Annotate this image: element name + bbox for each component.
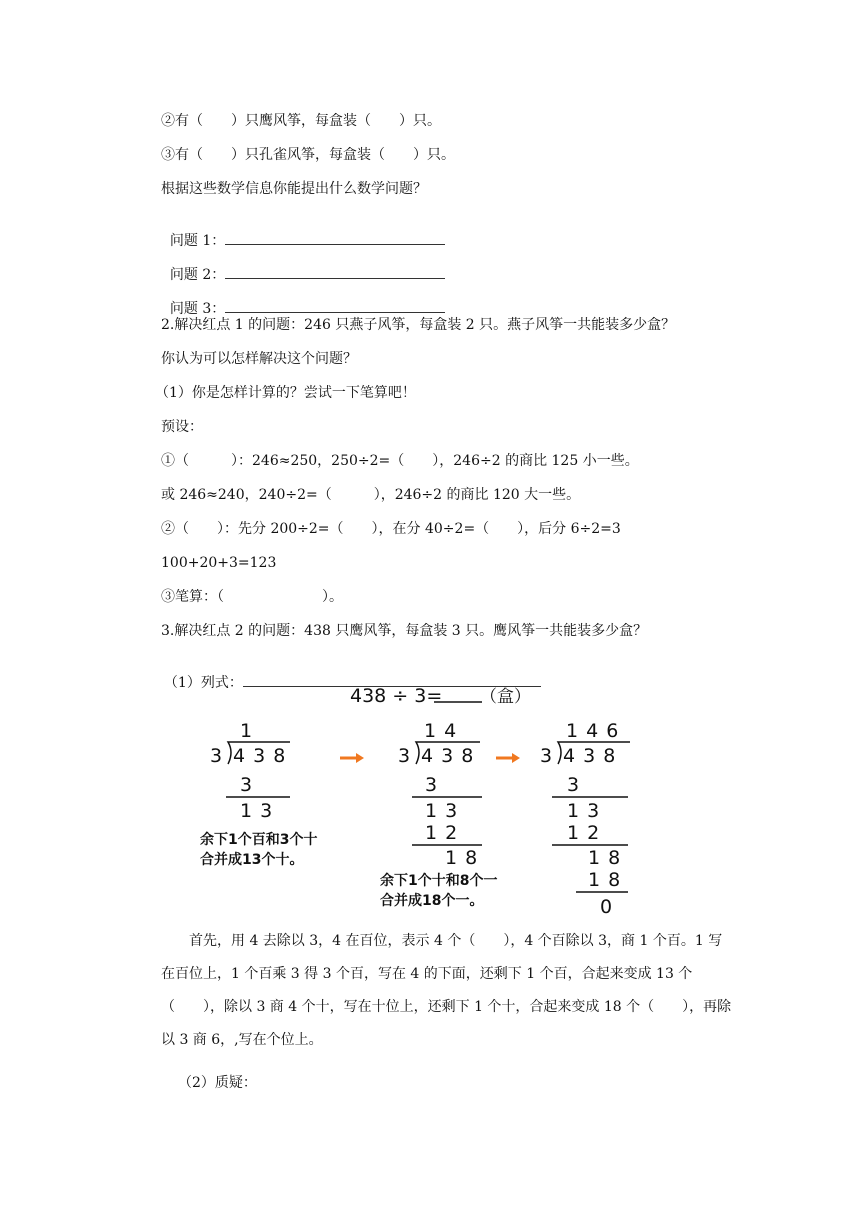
step2-dividend: 4 3 8 xyxy=(421,745,475,767)
section-2-sub1: （1）你是怎样计算的？尝试一下笔算吧！ xyxy=(155,385,416,401)
section-3-sub2: （2）质疑： xyxy=(178,1075,257,1091)
section-2-question: 你认为可以怎样解决这个问题？ xyxy=(161,351,357,367)
step2-divisor: 3 xyxy=(398,745,412,767)
step2-rem2: 1 8 xyxy=(445,847,479,869)
step3-sub1: 3 xyxy=(567,774,581,796)
step3-rem1: 1 3 xyxy=(567,800,601,822)
step3-sub2: 1 2 xyxy=(567,822,601,844)
division-step-2 xyxy=(380,720,497,909)
step3-dividend: 4 3 8 xyxy=(563,745,617,767)
diagram-title-equation: 438 ÷ 3= xyxy=(350,685,443,707)
step3-divisor: 3 xyxy=(540,745,554,767)
step2-quotient: 1 4 xyxy=(424,720,458,742)
arrow-icon xyxy=(496,753,520,763)
preset-1: ①（ ）：246≈250，250÷2=（ ），246÷2 的商比 125 小一些。 xyxy=(161,453,639,469)
step1-note-2: 合并成13个十。 xyxy=(200,852,304,868)
step1-quotient: 1 xyxy=(240,720,254,742)
prompt-line: 根据这些数学信息你能提出什么数学问题？ xyxy=(161,181,427,197)
kite-peacock-line: ③有（ ）只孔雀风筝，每盒装（ ）只。 xyxy=(161,147,455,163)
question-3-blank[interactable] xyxy=(225,300,445,313)
step3-rem3: 0 xyxy=(600,896,614,918)
step2-sub2: 1 2 xyxy=(425,822,459,844)
step2-sub1: 3 xyxy=(425,774,439,796)
step1-sub1: 3 xyxy=(240,774,254,796)
question-2 xyxy=(161,248,445,284)
question-3-label: 问题 3： xyxy=(169,301,226,317)
step3-quotient: 1 4 6 xyxy=(566,720,620,742)
long-division-diagram xyxy=(190,680,650,920)
step3-rem2: 1 8 xyxy=(588,847,622,869)
explanation-paragraph: 首先，用 4 去除以 3，4 在百位，表示 4 个（ ），4 个百除以 3，商 1 个百。1 写在百位上，1 个百乘 3 得 3 个百，写在 4 的下面，还剩下 1 个百，合起来变成 13 个（ ），除以 3 商 4 个十，写在十位上，还剩下 1 个十，合起来变成 18 个（ ），再除以 3 商 6，,写在个位上。 xyxy=(161,933,732,1048)
question-1-blank[interactable] xyxy=(225,232,445,245)
preset-2: ②（ ）：先分 200÷2=（ ），在分 40÷2=（ ），后分 6÷2=3 xyxy=(161,521,621,537)
diagram-title-unit: （盒） xyxy=(480,687,531,707)
question-3 xyxy=(161,282,445,318)
question-1-label: 问题 1： xyxy=(169,233,226,249)
division-step-1 xyxy=(200,720,317,868)
formula-label: （1）列式： xyxy=(163,675,243,691)
question-2-label: 问题 2： xyxy=(169,267,226,283)
step2-note-1: 余下1个十和8个一 xyxy=(380,873,498,889)
question-2-blank[interactable] xyxy=(225,266,445,279)
division-step-3 xyxy=(540,720,630,918)
preset-3: ③笔算：（ ）。 xyxy=(161,589,343,605)
step1-divisor: 3 xyxy=(210,745,224,767)
step1-dividend: 4 3 8 xyxy=(233,745,287,767)
section-2-title: 2.解决红点 1 的问题：246 只燕子风筝，每盒装 2 只。燕子风筝一共能装多少盒？ xyxy=(161,317,676,333)
step1-note-1: 余下1个百和3个十 xyxy=(200,832,318,848)
step2-note-2: 合并成18个一。 xyxy=(380,893,484,909)
preset-2-result: 100+20+3=123 xyxy=(161,555,277,571)
arrow-icon xyxy=(340,753,364,763)
section-3-title: 3.解决红点 2 的问题：438 只鹰风筝，每盒装 3 只。鹰风筝一共能装多少盒？ xyxy=(161,623,648,639)
step3-sub3: 1 8 xyxy=(588,869,622,891)
question-1 xyxy=(161,214,445,250)
preset-label: 预设： xyxy=(161,419,203,435)
step1-rem1: 1 3 xyxy=(240,800,274,822)
kite-eagle-line: ②有（ ）只鹰风筝，每盒装（ ）只。 xyxy=(161,113,441,129)
step2-rem1: 1 3 xyxy=(425,800,459,822)
preset-1-alt: 或 246≈240，240÷2=（ ），246÷2 的商比 120 大一些。 xyxy=(161,487,581,503)
